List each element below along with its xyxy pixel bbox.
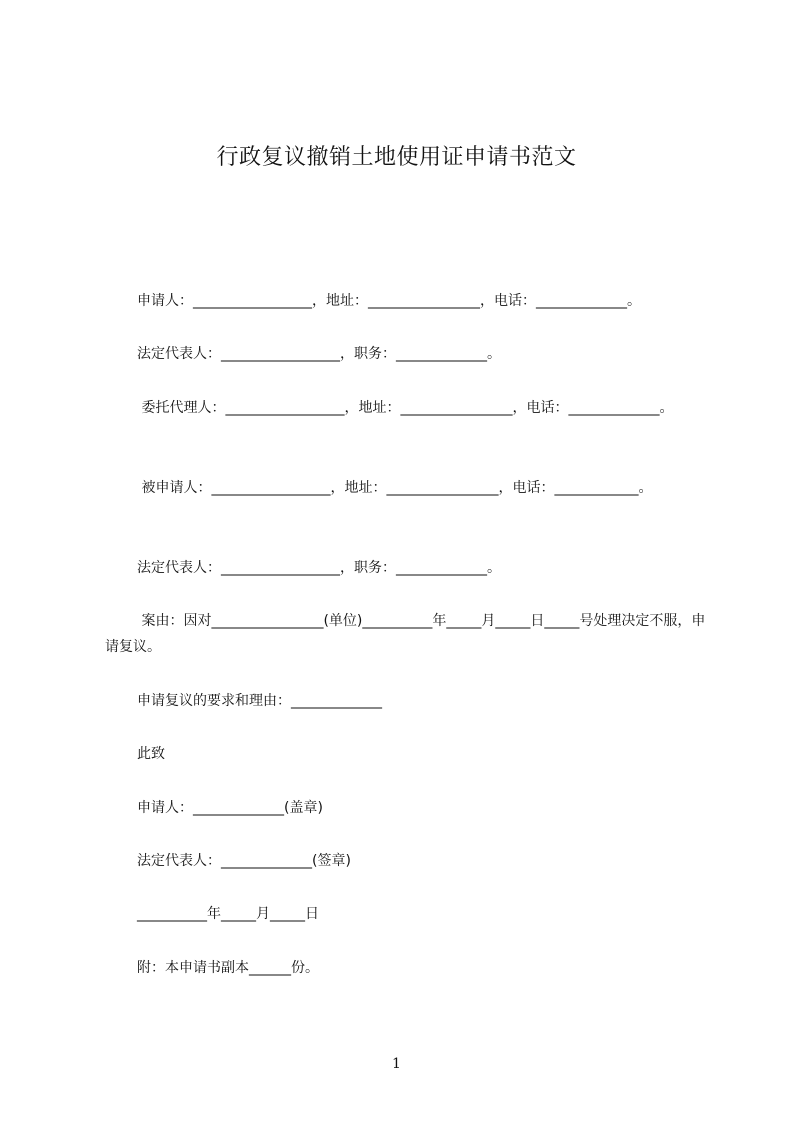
respondent-line: 被申请人：_________________，地址：________________，电话：____________。	[137, 480, 653, 496]
case-cause-paragraph: 案由：因对________________(单位)__________年_____月_____日_____号处理决定不服，申请复议。	[105, 613, 706, 655]
applicant-line: 申请人：_________________，地址：________________，电话：_____________。	[137, 293, 641, 309]
representative-signature-line: 法定代表人：_____________(签章)	[137, 853, 351, 869]
document-title: 行政复议撤销土地使用证申请书范文	[216, 145, 577, 170]
date-line: __________年_____月_____日	[137, 906, 319, 922]
attachment-line: 附：本申请书副本______份。	[137, 960, 319, 976]
respondent-representative-line: 法定代表人：_________________，职务：_____________。	[137, 560, 501, 576]
request-line: 申请复议的要求和理由：_____________	[137, 693, 382, 709]
applicant-signature-line: 申请人：_____________(盖章)	[137, 800, 323, 816]
agent-line: 委托代理人：_________________，地址：________________，电话：_____________。	[137, 400, 674, 416]
salutation-line: 此致	[137, 746, 165, 762]
applicant-representative-line: 法定代表人：_________________，职务：_____________。	[137, 346, 501, 362]
page-number: 1	[392, 1056, 401, 1072]
